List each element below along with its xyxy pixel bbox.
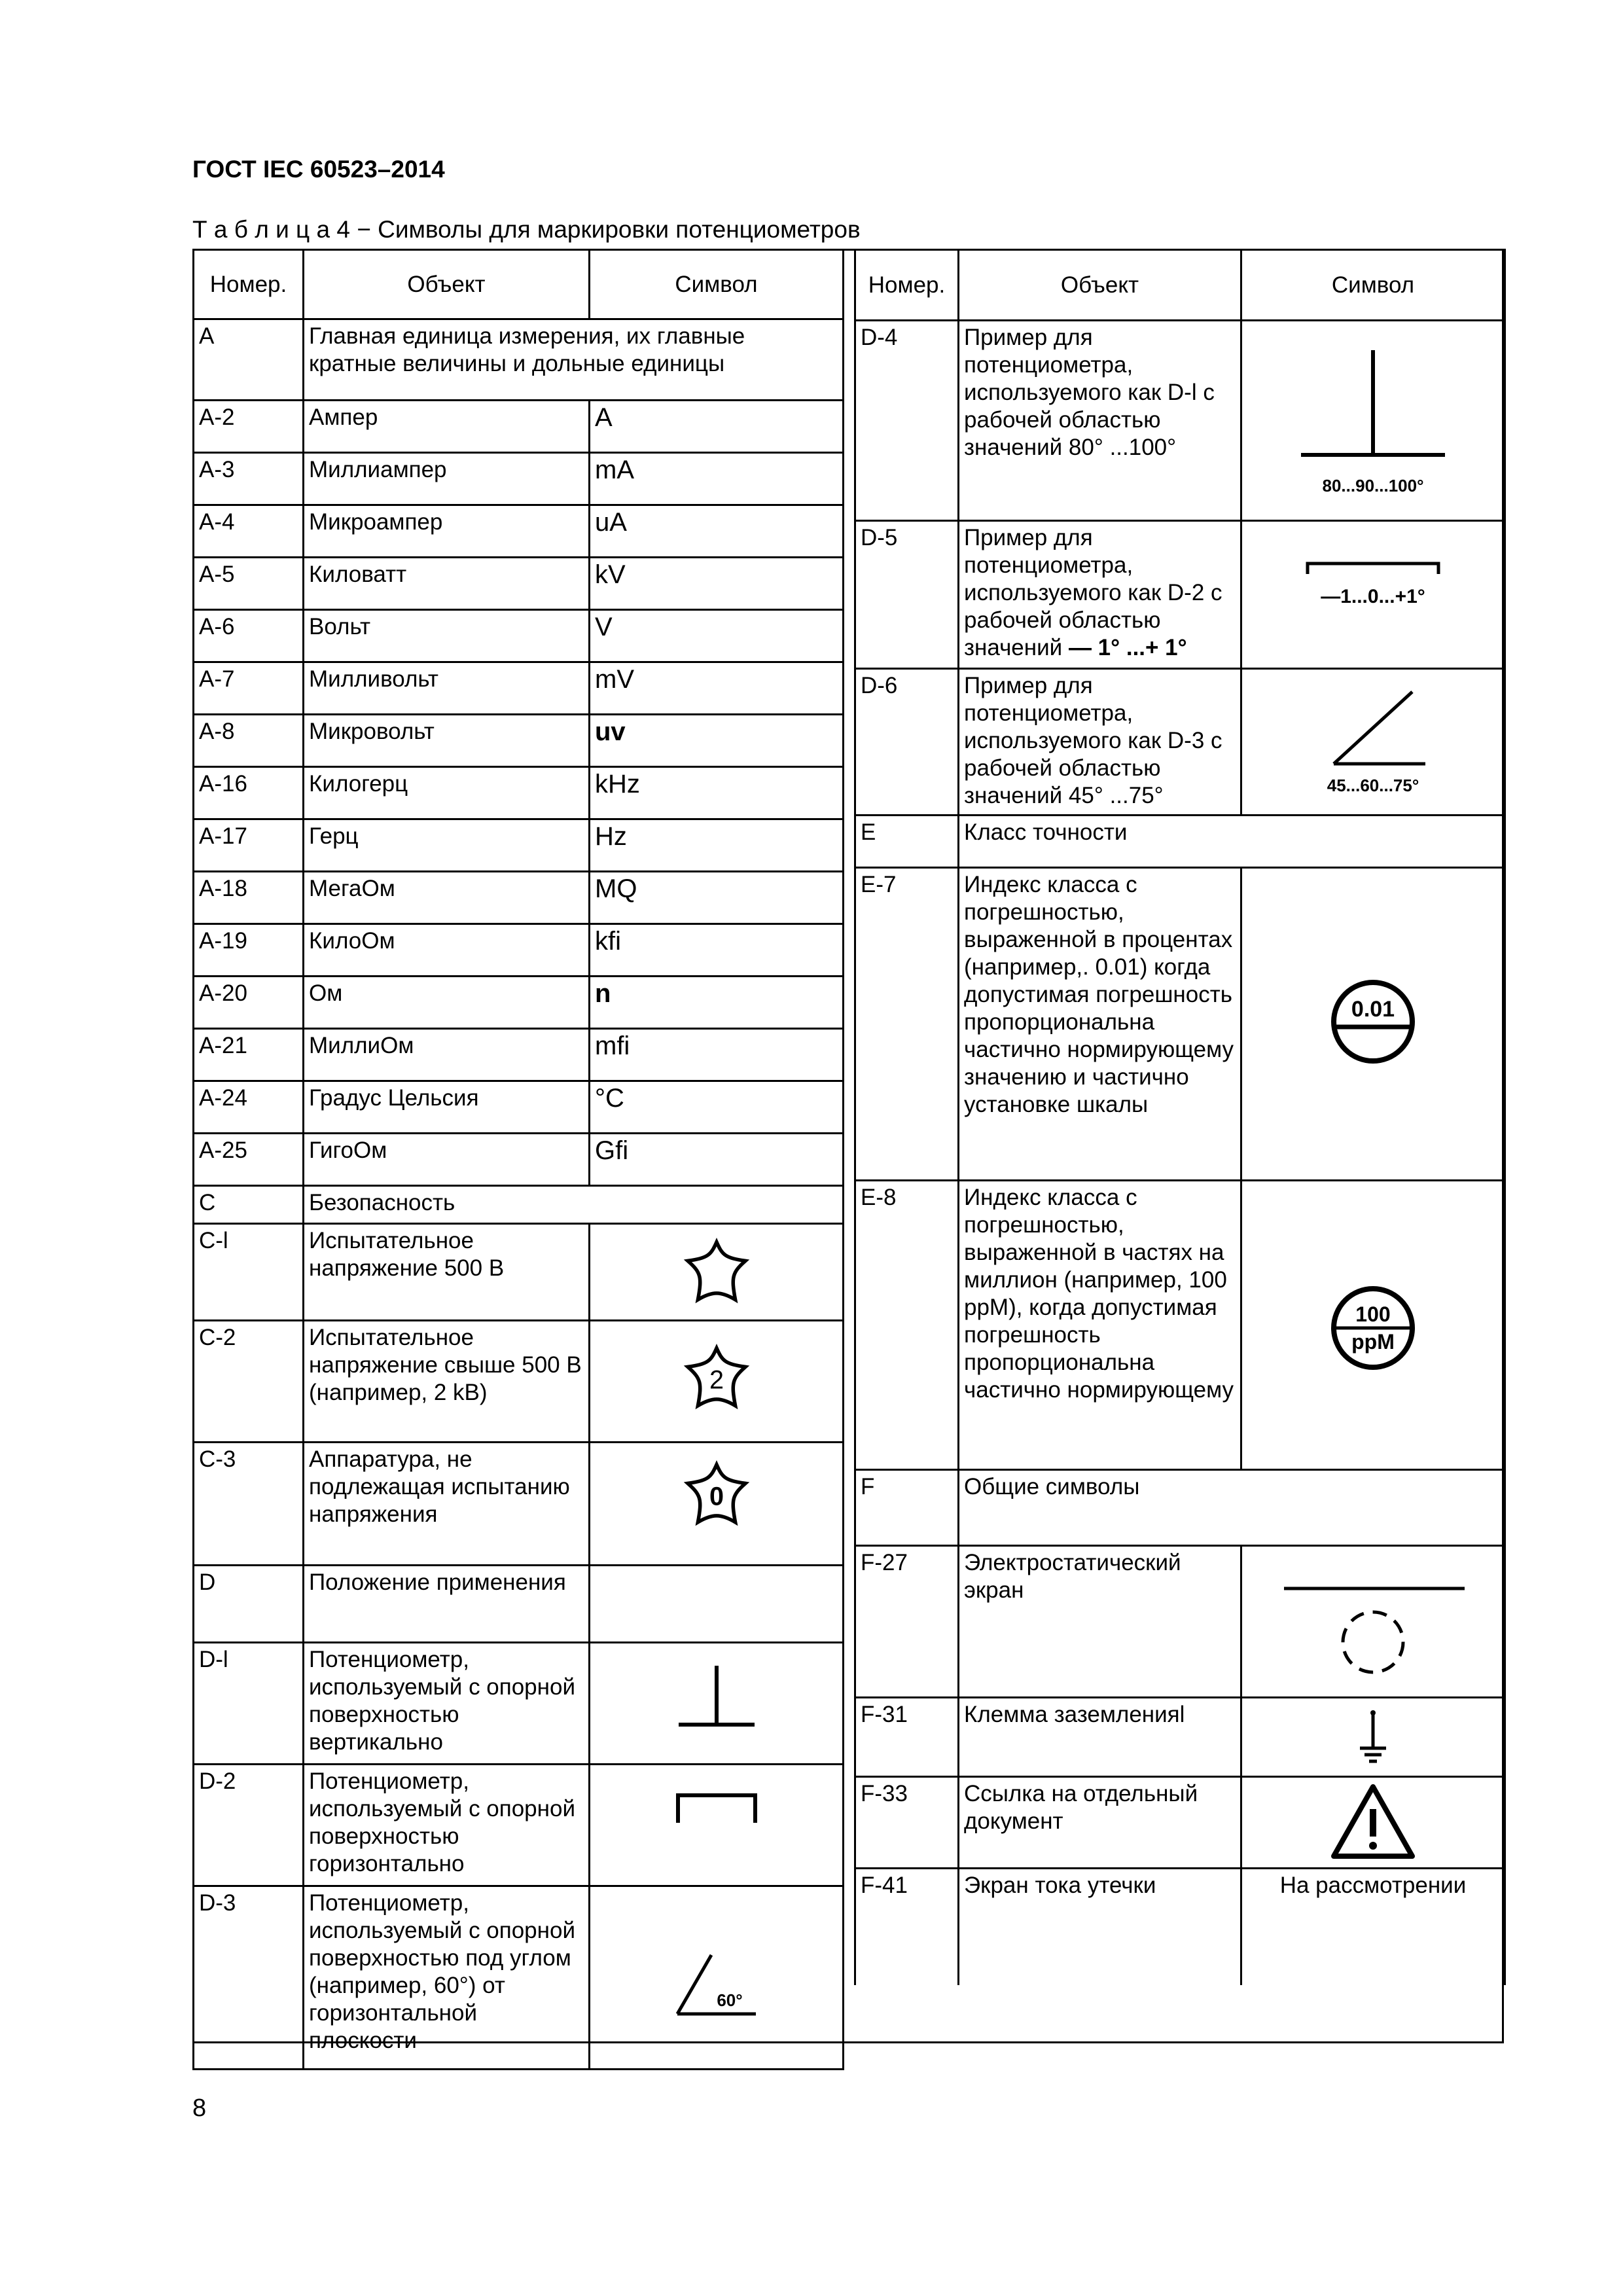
row-object: Градус Цельсия [304, 1081, 590, 1134]
table-row [194, 1224, 844, 1321]
row-code: D-2 [194, 1765, 304, 1886]
row-symbol: uv [590, 715, 844, 767]
row-object: Милливольт [304, 662, 590, 715]
row-symbol [1241, 868, 1505, 1181]
document-title: ГОСТ IEC 60523–2014 [192, 156, 445, 183]
table-row [194, 401, 844, 453]
row-object: Потенциометр, используемый с опорной поверхностью вертикально [304, 1643, 590, 1765]
row-object: МиллиОм [304, 1029, 590, 1081]
table-row [194, 558, 844, 610]
left-symbol-table [192, 249, 844, 2070]
row-code: F [855, 1470, 959, 1546]
row-symbol: На рассмотрении [1241, 1869, 1505, 1985]
row-symbol [590, 1321, 844, 1443]
table-row [194, 1134, 844, 1186]
row-symbol: uA [590, 505, 844, 558]
accuracy-class-0.01-icon [1327, 976, 1419, 1067]
accuracy-class-ppm-icon [1327, 1282, 1419, 1374]
scale-label: 45...60...75° [1327, 776, 1419, 795]
row-symbol: mfi [590, 1029, 844, 1081]
row-symbol: V [590, 610, 844, 662]
col-object-header: Объект [304, 250, 590, 319]
row-code: A [194, 319, 304, 401]
row-code: F-33 [855, 1777, 959, 1869]
row-code: A-16 [194, 767, 304, 819]
row-code: D [194, 1566, 304, 1643]
row-symbol [590, 1643, 844, 1765]
table-row [194, 1029, 844, 1081]
scale-label: 80...90...100° [1322, 476, 1424, 495]
row-code: F-31 [855, 1698, 959, 1777]
row-object: Потенциометр, используемый с опорной поверхностью под углом (например, 60°) от горизонтальной плоскости [304, 1886, 590, 2070]
row-code: F-41 [855, 1869, 959, 1985]
angle-label: 60° [716, 1990, 743, 2010]
row-symbol [1241, 1698, 1505, 1777]
row-code: A-19 [194, 924, 304, 977]
table-row [855, 521, 1505, 669]
section-row-c [194, 1186, 844, 1224]
horizontal-mount-icon [668, 1781, 766, 1840]
table-row [194, 1765, 844, 1886]
row-code: A-6 [194, 610, 304, 662]
row-object: Ом [304, 977, 590, 1029]
row-code: C-3 [194, 1443, 304, 1566]
table-row [194, 453, 844, 505]
table-row [855, 1181, 1505, 1470]
row-code: E-8 [855, 1181, 959, 1470]
row-symbol: Hz [590, 819, 844, 872]
row-code: D-l [194, 1643, 304, 1765]
table-row [194, 872, 844, 924]
star-label: 2 [709, 1365, 724, 1395]
row-code: A-5 [194, 558, 304, 610]
row-code: A-2 [194, 401, 304, 453]
row-code: A-25 [194, 1134, 304, 1186]
angle-mount-icon [664, 1935, 769, 2034]
table-caption: Т а б л и ц а 4 − Символы для маркировки потенциометров [192, 216, 861, 243]
table-row [194, 1081, 844, 1134]
section-title: Безопасность [304, 1186, 844, 1224]
section-title: Общие символы [959, 1470, 1505, 1546]
row-object: Индекс класса с погрешностью, выраженной в процентах (например,. 0.01) когда допустимая погрешность пропорциональна частично нормирующему значению и частично установке шкалы [959, 868, 1241, 1181]
scale-angle-icon [1275, 679, 1471, 810]
row-object [959, 521, 1241, 669]
star-outline-icon [681, 1236, 753, 1308]
table-row [194, 1643, 844, 1765]
class-label-bottom: ppM [1351, 1330, 1395, 1354]
section-row-f [855, 1470, 1505, 1546]
col-object-header: Объект [959, 250, 1241, 321]
warning-triangle-icon [1327, 1780, 1419, 1862]
row-code: C-2 [194, 1321, 304, 1443]
row-code: A-3 [194, 453, 304, 505]
row-object: Аппаратура, не подлежащая испытанию напряжения [304, 1443, 590, 1566]
object-text: Пример для потенциометра, используемого как D-2 с рабочей областью значений [964, 525, 1222, 660]
table-row [194, 924, 844, 977]
table-row [194, 610, 844, 662]
vertical-mount-icon [671, 1659, 762, 1744]
row-symbol [1241, 1546, 1505, 1698]
table-row [855, 1698, 1505, 1777]
row-code: E [855, 816, 959, 868]
table-row [855, 321, 1505, 521]
table-row [855, 868, 1505, 1181]
header-row [855, 250, 1505, 321]
row-symbol [1241, 321, 1505, 521]
right-symbol-table [854, 249, 1506, 1985]
row-symbol: Gfi [590, 1134, 844, 1186]
star-2-icon [681, 1342, 753, 1414]
row-object: Вольт [304, 610, 590, 662]
row-code: F-27 [855, 1546, 959, 1698]
row-object: Ампер [304, 401, 590, 453]
row-object: Герц [304, 819, 590, 872]
row-code: E-7 [855, 868, 959, 1181]
row-symbol [1241, 521, 1505, 669]
row-code: A-21 [194, 1029, 304, 1081]
row-code: C [194, 1186, 304, 1224]
row-code: A-4 [194, 505, 304, 558]
row-symbol [1241, 1181, 1505, 1470]
col-number-header: Номер. [855, 250, 959, 321]
row-symbol: °C [590, 1081, 844, 1134]
row-code: D-5 [855, 521, 959, 669]
table-row [855, 1869, 1505, 1985]
table-row [194, 819, 844, 872]
row-object: Ссылка на отдельный документ [959, 1777, 1241, 1869]
row-symbol: kV [590, 558, 844, 610]
section-row-a [194, 319, 844, 401]
star-0-icon [681, 1459, 753, 1531]
row-symbol [1241, 1777, 1505, 1869]
row-object: Миллиампер [304, 453, 590, 505]
row-object: Испытательное напряжение свыше 500 В (например, 2 kB) [304, 1321, 590, 1443]
row-object: Клемма заземленияl [959, 1698, 1241, 1777]
row-object: Испытательное напряжение 500 В [304, 1224, 590, 1321]
row-object: ГигоОм [304, 1134, 590, 1186]
row-code: A-24 [194, 1081, 304, 1134]
row-symbol: MQ [590, 872, 844, 924]
row-symbol [1241, 669, 1505, 816]
table-row [194, 662, 844, 715]
row-object: Потенциометр, используемый с опорной поверхностью горизонтально [304, 1765, 590, 1886]
section-row-d [194, 1566, 844, 1643]
table-row [855, 1777, 1505, 1869]
row-symbol: n [590, 977, 844, 1029]
section-title: Положение применения [304, 1566, 590, 1643]
table-row [194, 767, 844, 819]
table-row [194, 1443, 844, 1566]
row-symbol: kfi [590, 924, 844, 977]
star-label: 0 [709, 1482, 724, 1511]
row-object: Микроампер [304, 505, 590, 558]
row-code: A-18 [194, 872, 304, 924]
row-code: A-7 [194, 662, 304, 715]
row-code: A-20 [194, 977, 304, 1029]
row-symbol [590, 1765, 844, 1886]
section-title: Главная единица измерения, их главные кратные величины и дольные единицы [304, 319, 844, 401]
section-row-e [855, 816, 1505, 868]
row-code: C-l [194, 1224, 304, 1321]
row-code: D-6 [855, 669, 959, 816]
row-object: Микровольт [304, 715, 590, 767]
row-symbol: kHz [590, 767, 844, 819]
row-object: Электростатический экран [959, 1546, 1241, 1698]
electrostatic-screen-icon [1268, 1552, 1478, 1683]
ground-terminal-icon [1347, 1701, 1399, 1773]
table-row [194, 715, 844, 767]
scale-horizontal-icon [1275, 537, 1471, 629]
scale-label: —1...0...+1° [1321, 586, 1425, 607]
table-row [855, 669, 1505, 816]
col-symbol-header: Символ [1241, 250, 1505, 321]
class-label-top: 100 [1355, 1302, 1391, 1326]
row-object: Экран тока утечки [959, 1869, 1241, 1985]
scale-vertical-icon [1275, 324, 1471, 501]
table-row [855, 1546, 1505, 1698]
row-symbol: A [590, 401, 844, 453]
col-number-header: Номер. [194, 250, 304, 319]
row-code: A-8 [194, 715, 304, 767]
section-title: Класс точности [959, 816, 1505, 868]
row-object: КилоОм [304, 924, 590, 977]
table-row [194, 505, 844, 558]
row-symbol [590, 1443, 844, 1566]
row-object: Пример для потенциометра, используемого как D-l с рабочей областью значений 80° ...100° [959, 321, 1241, 521]
row-object: Килогерц [304, 767, 590, 819]
row-object: МегаОм [304, 872, 590, 924]
header-row [194, 250, 844, 319]
empty-cell [590, 1566, 844, 1643]
table-row [194, 977, 844, 1029]
row-symbol [590, 1886, 844, 2070]
table-row [194, 1886, 844, 2070]
row-object: Индекс класса с погрешностью, выраженной в частях на миллион (например, 100 ppM), когда допустимая погрешность пропорциональна частично нормирующему [959, 1181, 1241, 1470]
row-object: Киловатт [304, 558, 590, 610]
row-symbol: mV [590, 662, 844, 715]
row-code: D-4 [855, 321, 959, 521]
row-symbol [590, 1224, 844, 1321]
col-symbol-header: Символ [590, 250, 844, 319]
row-symbol: mA [590, 453, 844, 505]
row-code: A-17 [194, 819, 304, 872]
class-label: 0.01 [1351, 997, 1395, 1022]
page-number: 8 [192, 2094, 207, 2122]
table-row [194, 1321, 844, 1443]
object-range: — 1° ...+ 1° [1068, 635, 1187, 660]
row-object: Пример для потенциометра, используемого как D-3 с рабочей областью значений 45° ...75° [959, 669, 1241, 816]
row-code: D-3 [194, 1886, 304, 2070]
